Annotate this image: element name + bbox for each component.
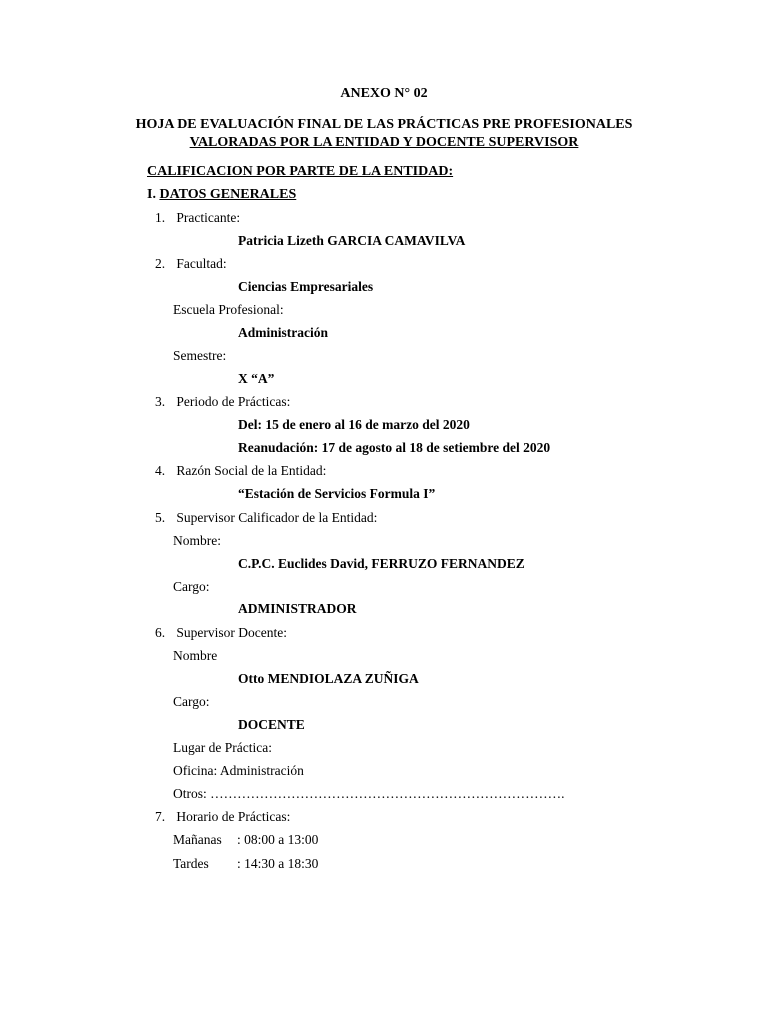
lugar-otros: Otros: …………………………………………………………………….	[173, 786, 565, 801]
horario-tardes-label: Tardes	[173, 856, 209, 871]
razon-social-value: “Estación de Servicios Formula I”	[238, 486, 436, 501]
item-label: Practicante:	[176, 210, 241, 225]
item-number: 5.	[155, 510, 166, 525]
item-practicante	[155, 210, 240, 226]
item-number: 1.	[155, 210, 166, 225]
item-periodo	[155, 394, 290, 410]
lugar-oficina: Oficina: Administración	[173, 763, 304, 778]
item-label: Facultad:	[176, 256, 227, 271]
document-title-line2: VALORADAS POR LA ENTIDAD Y DOCENTE SUPERVISOR	[189, 135, 579, 150]
horario-tardes	[173, 856, 318, 872]
periodo-value-1: Del: 15 de enero al 16 de marzo del 2020	[238, 417, 470, 432]
escuela-value: Administración	[238, 325, 329, 340]
item-supervisor-entidad	[155, 510, 377, 526]
annex-number: ANEXO N° 02	[340, 86, 428, 101]
item-facultad	[155, 256, 227, 272]
horario-mananas	[173, 832, 318, 848]
item-label: Horario de Prácticas:	[176, 809, 291, 824]
supervisor-docente-nombre-label: Nombre	[173, 648, 218, 663]
practicante-value: Patricia Lizeth GARCIA CAMAVILVA	[238, 233, 466, 248]
escuela-label: Escuela Profesional:	[173, 302, 284, 317]
supervisor-entidad-nombre-label: Nombre:	[173, 533, 221, 548]
item-label: Supervisor Docente:	[176, 625, 287, 640]
semestre-value: X “A”	[238, 371, 275, 386]
supervisor-docente-cargo: DOCENTE	[238, 717, 305, 732]
section-i-label: DATOS GENERALES	[159, 187, 297, 202]
section-i-number: I.	[147, 187, 156, 202]
supervisor-entidad-nombre: C.P.C. Euclides David, FERRUZO FERNANDEZ	[238, 556, 525, 571]
facultad-value: Ciencias Empresariales	[238, 279, 374, 294]
section-i-heading	[147, 187, 296, 203]
section-heading: CALIFICACION POR PARTE DE LA ENTIDAD:	[147, 164, 454, 179]
item-number: 4.	[155, 463, 166, 478]
item-supervisor-docente	[155, 625, 287, 641]
item-number: 3.	[155, 394, 166, 409]
horario-mananas-label: Mañanas	[173, 832, 222, 847]
periodo-value-2: Reanudación: 17 de agosto al 18 de setiembre del 2020	[238, 440, 551, 455]
item-label: Periodo de Prácticas:	[176, 394, 291, 409]
lugar-practica-label: Lugar de Práctica:	[173, 740, 272, 755]
horario-tardes-value: : 14:30 a 18:30	[237, 856, 319, 871]
supervisor-docente-cargo-label: Cargo:	[173, 694, 210, 709]
item-razon-social	[155, 463, 326, 479]
item-label: Supervisor Calificador de la Entidad:	[176, 510, 378, 525]
supervisor-docente-nombre: Otto MENDIOLAZA ZUÑIGA	[238, 671, 419, 686]
document-title-line1: HOJA DE EVALUACIÓN FINAL DE LAS PRÁCTICAS PRE PROFESIONALES	[135, 117, 633, 132]
supervisor-entidad-cargo-label: Cargo:	[173, 579, 210, 594]
item-label: Razón Social de la Entidad:	[176, 463, 327, 478]
supervisor-entidad-cargo: ADMINISTRADOR	[238, 601, 357, 616]
item-horario	[155, 809, 290, 825]
item-number: 2.	[155, 256, 166, 271]
horario-mananas-value: : 08:00 a 13:00	[237, 832, 319, 847]
item-number: 6.	[155, 625, 166, 640]
semestre-label: Semestre:	[173, 348, 227, 363]
item-number: 7.	[155, 809, 166, 824]
